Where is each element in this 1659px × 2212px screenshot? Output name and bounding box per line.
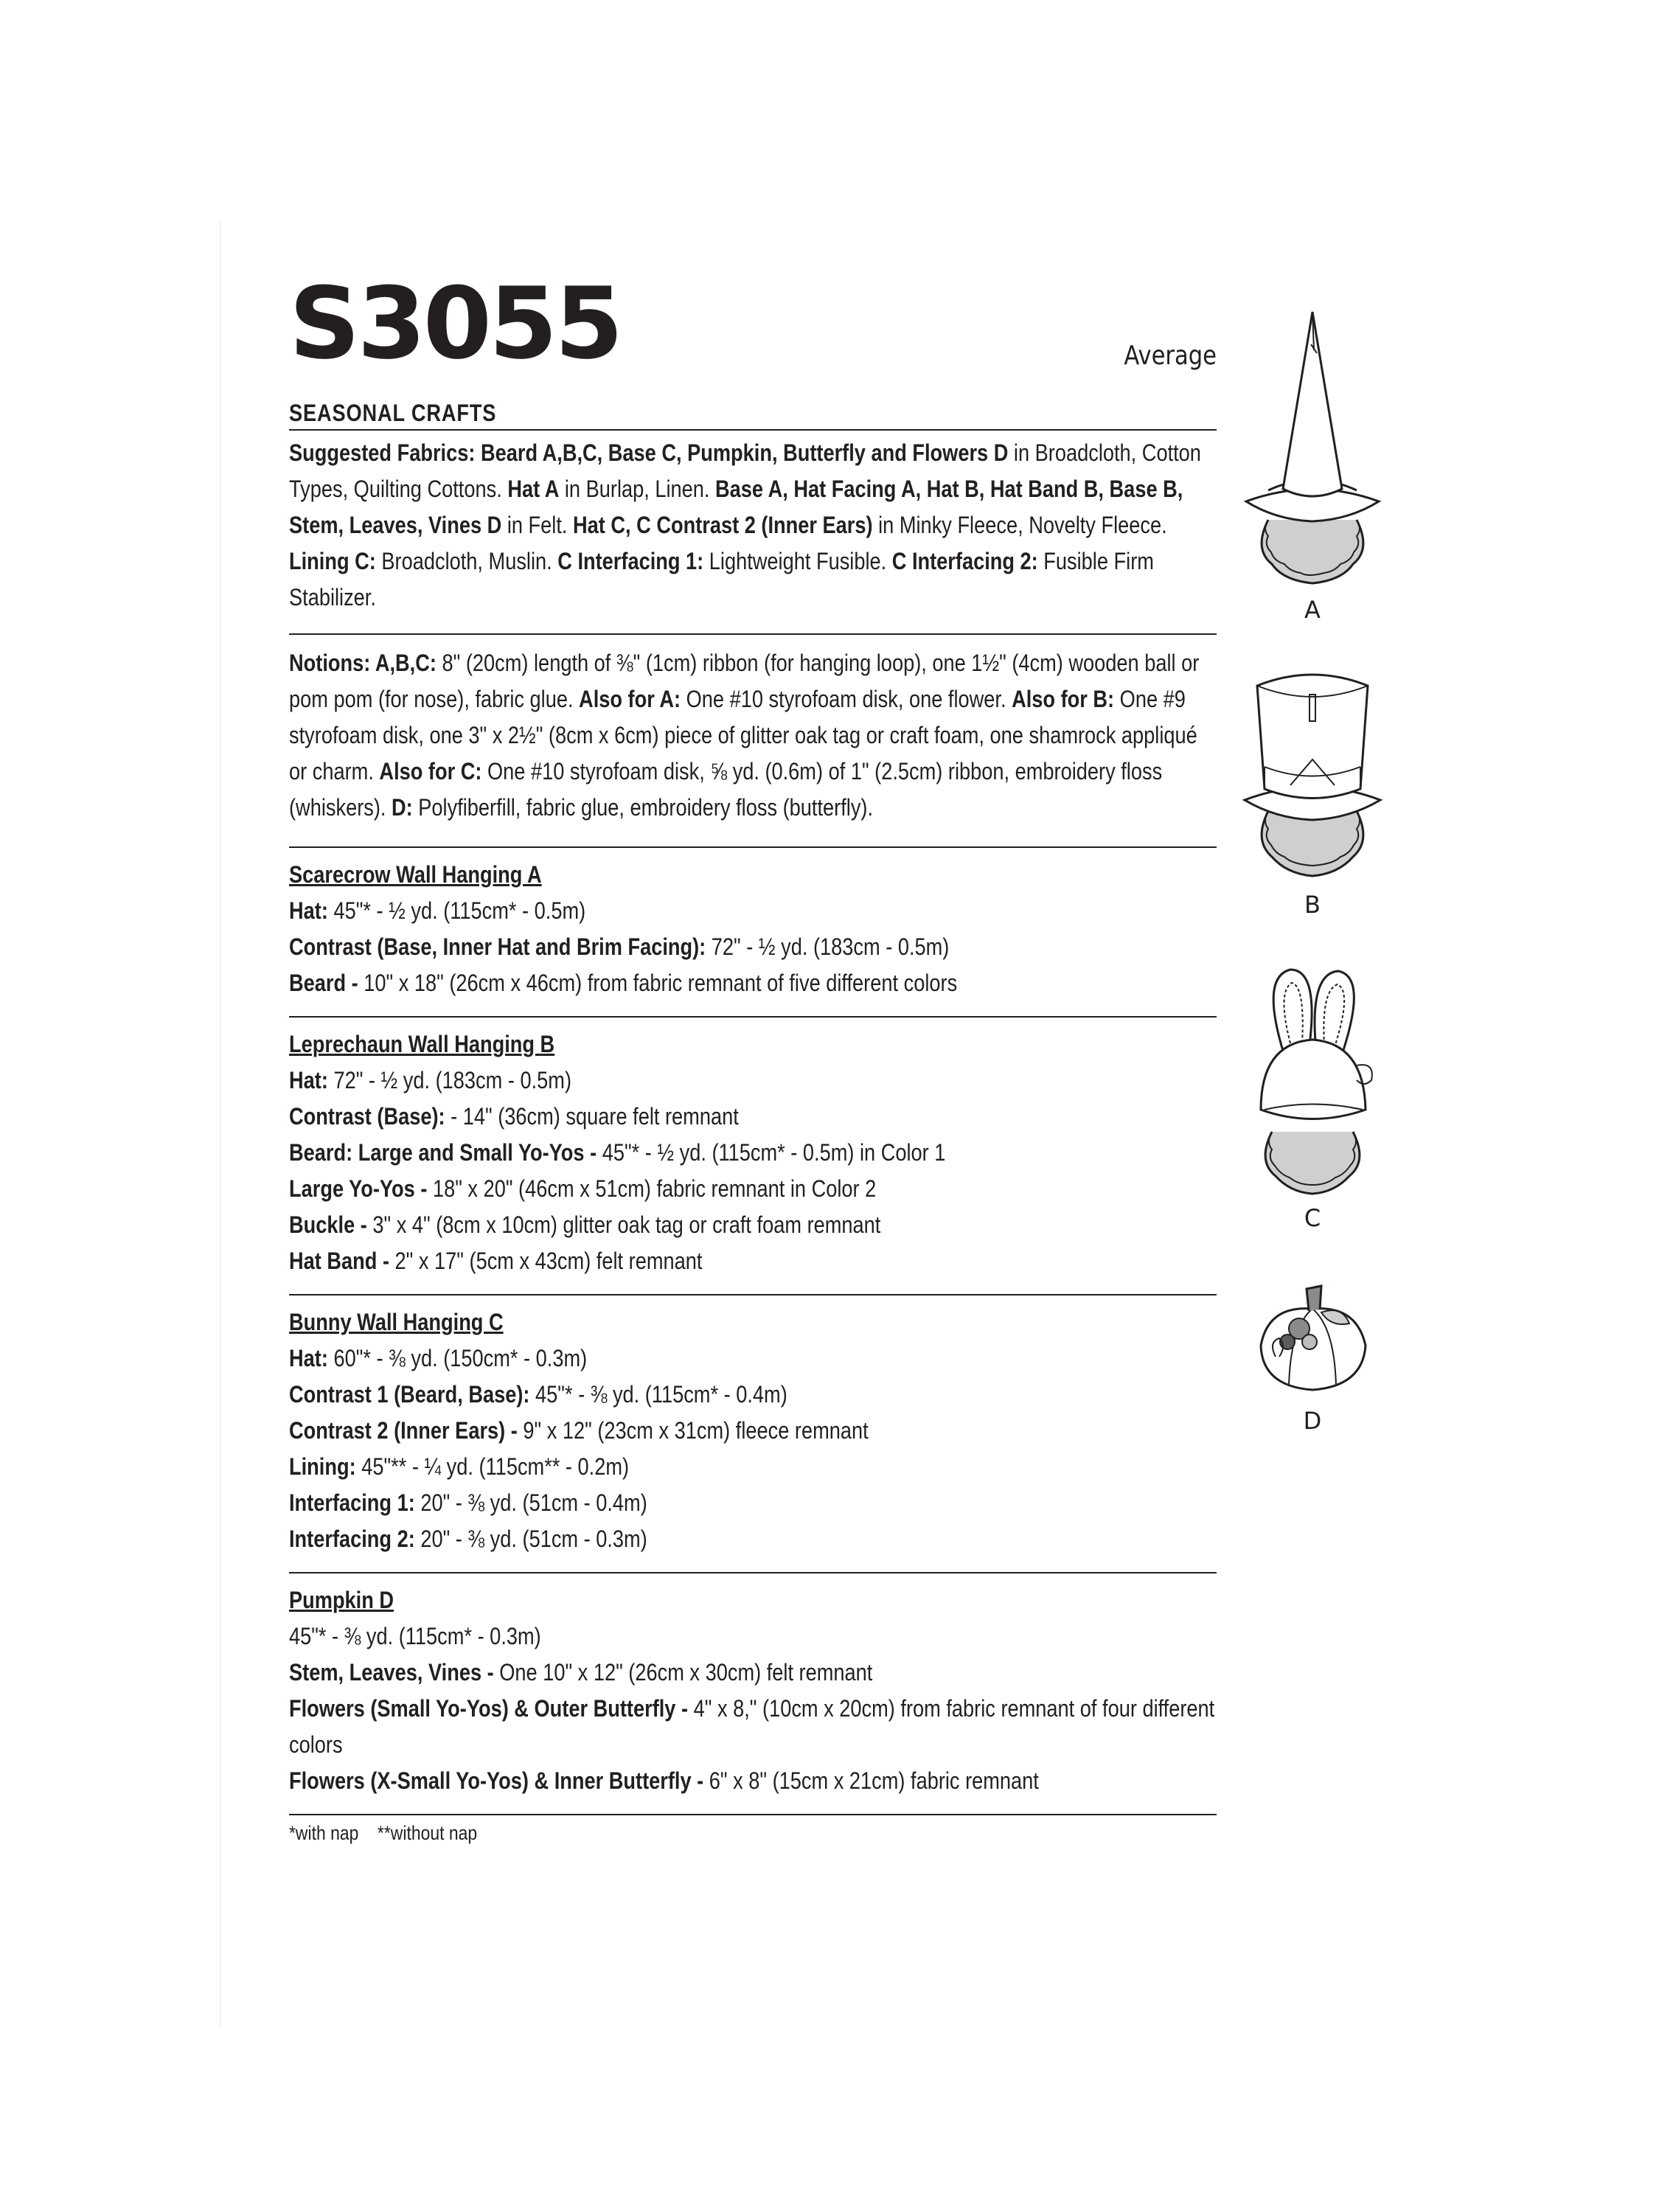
yardage-line: Contrast 1 (Beard, Base): 45"* - ⅜ yd. (115cm* - 0.4m): [289, 1381, 787, 1408]
fabric-label: Suggested Fabrics: Beard A,B,C, Base C, Pumpkin, Butterfly and Flowers D: [289, 439, 1009, 466]
footnote: *with nap **without nap: [289, 1822, 478, 1844]
yardage-line: 45"* - ⅜ yd. (115cm* - 0.3m): [289, 1623, 541, 1649]
notions-label: D:: [392, 794, 413, 821]
category-title: SEASONAL CRAFTS: [289, 400, 497, 426]
view-b: [1224, 664, 1401, 919]
pattern-number: S3055: [289, 266, 621, 381]
fabric-text: in Felt.: [501, 512, 574, 538]
fabric-text: Fusible Firm Stabilizer.: [289, 548, 1154, 611]
yardage-line: Interfacing 1: 20" - ⅜ yd. (51cm - 0.4m): [289, 1489, 647, 1516]
envelope-back-text: [289, 397, 1217, 1848]
yardage-line: Beard: Large and Small Yo-Yos - 45"* - ½ yd. (115cm* - 0.5m) in Color 1: [289, 1139, 946, 1166]
section-title: Scarecrow Wall Hanging A: [289, 861, 542, 888]
notions-text: 8" (20cm) length of ⅜" (1cm) ribbon (for hanging loop), one 1½" (4cm) wooden ball or pom pom (for nose), fabric glue.: [289, 650, 1200, 712]
notions-text: One #10 styrofoam disk, one flower.: [681, 686, 1012, 712]
pumpkin-illustration: [1239, 1283, 1386, 1401]
view-a: [1224, 306, 1401, 624]
yardage-line: Buckle - 3" x 4" (8cm x 10cm) glitter oak tag or craft foam remnant: [289, 1211, 881, 1238]
yardage-line: Flowers (Small Yo-Yos) & Outer Butterfly - 4" x 8," (10cm x 20cm) from fabric remnant of four different colors: [289, 1695, 1215, 1758]
yardage-line: Hat Band - 2" x 17" (5cm x 43cm) felt remnant: [289, 1248, 703, 1274]
fabric-label: C Interfacing 1:: [557, 548, 704, 574]
bunny-illustration: [1239, 962, 1386, 1198]
view-label: C: [1304, 1204, 1321, 1232]
notions-text: Polyfiberfill, fabric glue, embroidery floss (butterfly).: [412, 794, 874, 821]
yardage-line: Hat: 72" - ½ yd. (183cm - 0.5m): [289, 1067, 572, 1093]
yardage-line: Large Yo-Yos - 18" x 20" (46cm x 51cm) fabric remnant in Color 2: [289, 1175, 877, 1202]
yardage-scarecrow: [289, 848, 1217, 1016]
fabric-text: in Burlap, Linen.: [559, 476, 716, 502]
yardage-line: Contrast 2 (Inner Ears) - 9" x 12" (23cm x 31cm) fleece remnant: [289, 1417, 869, 1444]
fabric-text: in Broadcloth, Cotton Types, Quilting Cottons.: [289, 439, 1201, 502]
fabric-label: Base A, Hat Facing A, Hat B, Hat Band B, Base B, Stem, Leaves, Vines D: [289, 476, 1183, 538]
scarecrow-illustration: [1239, 306, 1386, 590]
yardage-pumpkin: [289, 1573, 1217, 1814]
section-title: Leprechaun Wall Hanging B: [289, 1031, 555, 1057]
view-label: D: [1303, 1407, 1322, 1435]
yardage-line: Contrast (Base, Inner Hat and Brim Facing): 72" - ½ yd. (183cm - 0.5m): [289, 933, 950, 960]
notions-text: One #10 styrofoam disk, ⅝ yd. (0.6m) of 1" (2.5cm) ribbon, embroidery floss (whiskers).: [289, 758, 1163, 821]
section-title: Bunny Wall Hanging C: [289, 1309, 504, 1335]
fabric-text: Broadcloth, Muslin.: [375, 548, 558, 574]
view-d: [1224, 1283, 1401, 1435]
yardage-line: Interfacing 2: 20" - ⅜ yd. (51cm - 0.3m): [289, 1526, 647, 1552]
view-label: B: [1304, 891, 1321, 919]
section-title: Pumpkin D: [289, 1587, 394, 1613]
fabric-text: Lightweight Fusible.: [703, 548, 892, 574]
yardage-line: Hat: 45"* - ½ yd. (115cm* - 0.5m): [289, 897, 586, 924]
notions-label: Also for C:: [379, 758, 482, 785]
fabric-text: in Minky Fleece, Novelty Fleece.: [872, 512, 1167, 538]
yardage-line: Flowers (X-Small Yo-Yos) & Inner Butterfly - 6" x 8" (15cm x 21cm) fabric remnant: [289, 1767, 1039, 1794]
view-c: [1224, 962, 1401, 1232]
difficulty-level: Average: [1124, 341, 1217, 371]
yardage-leprechaun: [289, 1018, 1217, 1294]
notions-section: [289, 635, 1217, 846]
fabric-label: C Interfacing 2:: [891, 548, 1038, 574]
yardage-line: Contrast (Base): - 14" (36cm) square felt remnant: [289, 1103, 739, 1130]
yardage-line: Hat: 60"* - ⅜ yd. (150cm* - 0.3m): [289, 1345, 588, 1371]
suggested-fabrics: [289, 435, 1217, 616]
fabric-label: Hat C, C Contrast 2 (Inner Ears): [573, 512, 873, 538]
leprechaun-illustration: [1239, 664, 1386, 885]
view-label: A: [1304, 596, 1321, 624]
yardage-line: Stem, Leaves, Vines - One 10" x 12" (26cm x 30cm) felt remnant: [289, 1659, 873, 1686]
notions: [289, 645, 1217, 826]
fabric-label: Lining C:: [289, 548, 376, 574]
notions-label: Also for A:: [579, 686, 681, 712]
notions-text: One #9 styrofoam disk, one 3" x 2½" (8cm x 6cm) piece of glitter oak tag or craft foam, one shamrock appliqué or charm.: [289, 686, 1197, 785]
fabric-label: Hat A: [507, 476, 560, 502]
yardage-line: Beard - 10" x 18" (26cm x 46cm) from fabric remnant of five different colors: [289, 970, 958, 996]
notions-label: Notions: A,B,C:: [289, 650, 437, 676]
notions-label: Also for B:: [1012, 686, 1115, 712]
yardage-line: Lining: 45"** - ¼ yd. (115cm** - 0.2m): [289, 1453, 630, 1480]
yardage-bunny: [289, 1295, 1217, 1572]
fabrics-section: [289, 431, 1217, 633]
